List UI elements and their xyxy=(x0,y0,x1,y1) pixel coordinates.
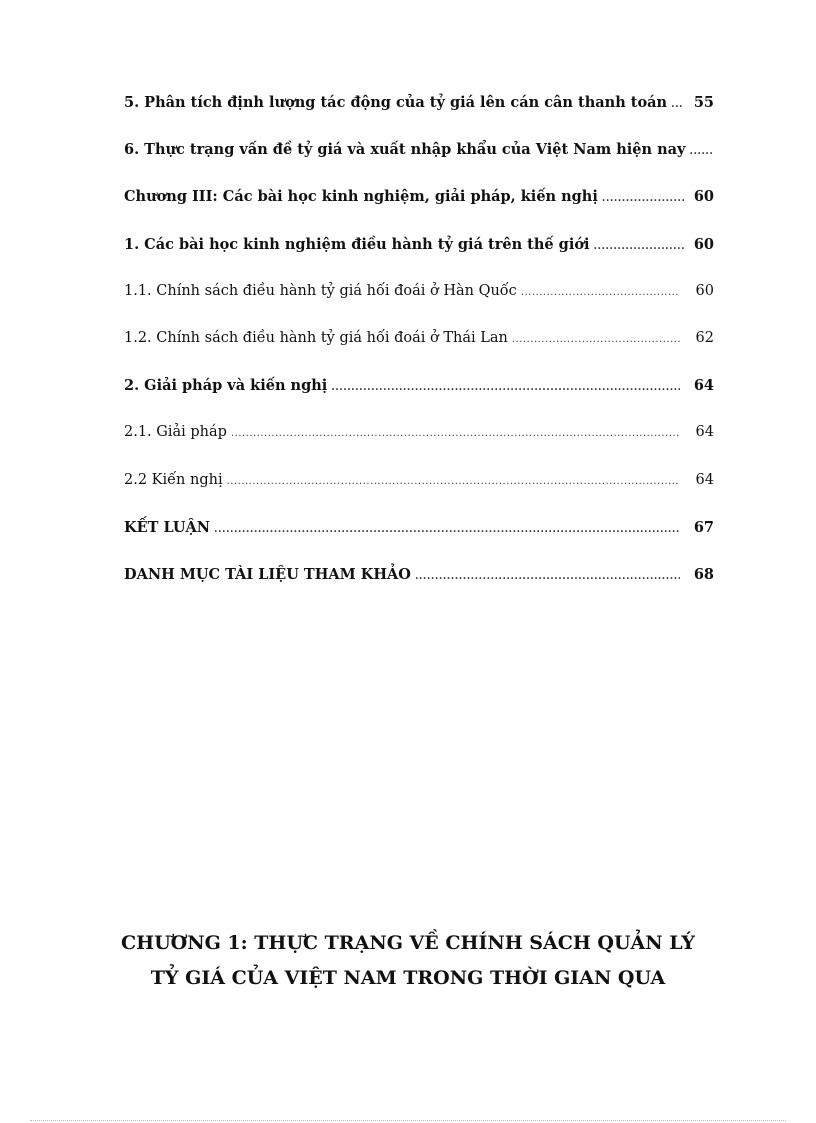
toc-entry-label: 1. Các bài học kinh nghiệm điều hành tỷ giá trên thế giới xyxy=(124,235,590,253)
chapter-heading-line-2: TỶ GIÁ CỦA VIỆT NAM TRONG THỜI GIAN QUA xyxy=(150,967,666,989)
toc-entry-label: 1.2. Chính sách điều hành tỷ giá hối đoái ở Thái Lan xyxy=(124,329,508,346)
toc-entry-page: 64 xyxy=(695,424,714,441)
toc-entry-label: 2. Giải pháp và kiến nghị xyxy=(124,377,328,395)
toc-entry[interactable] xyxy=(124,330,714,377)
toc-entry-label: Chương III: Các bài học kinh nghiệm, giải pháp, kiến nghị xyxy=(124,188,598,206)
toc-entry[interactable] xyxy=(124,141,714,188)
toc-leader-dots xyxy=(598,193,684,204)
toc-entry-label: 1.1. Chính sách điều hành tỷ giá hối đoái ở Hàn Quốc xyxy=(124,282,517,299)
toc-entry-page: 64 xyxy=(695,471,714,488)
toc-entry-page: 62 xyxy=(695,329,714,346)
toc-entry-label: 2.2 Kiến nghị xyxy=(124,471,223,488)
toc-leader-dots xyxy=(517,287,680,298)
toc-leader-dots xyxy=(223,476,680,487)
chapter-heading-line-1: CHƯƠNG 1: THỰC TRẠNG VỀ CHÍNH SÁCH QUẢN LÝ xyxy=(121,932,695,954)
toc-entry-page: 60 xyxy=(693,188,714,206)
toc-entry-label: KẾT LUẬN xyxy=(124,518,211,536)
toc-leader-dots xyxy=(685,146,714,157)
toc-leader-dots xyxy=(411,571,680,582)
toc-leader-dots xyxy=(210,524,680,535)
toc-entry[interactable] xyxy=(124,377,714,424)
toc-leader-dots xyxy=(590,241,684,252)
toc-entry[interactable] xyxy=(124,519,714,566)
toc-entry[interactable] xyxy=(124,188,714,235)
toc-leader-dots xyxy=(227,428,680,439)
toc-entry-page: 60 xyxy=(693,235,714,253)
toc-leader-dots xyxy=(667,99,684,110)
toc-entry-page: 68 xyxy=(693,565,714,583)
toc-entry[interactable] xyxy=(124,566,714,613)
toc-entry-label: 2.1. Giải pháp xyxy=(124,424,227,441)
toc-entry-page: 67 xyxy=(693,518,714,536)
toc-entry[interactable] xyxy=(124,94,714,141)
chapter-heading xyxy=(0,926,816,996)
toc-entry-page: 60 xyxy=(695,282,714,299)
toc-entry-label: 5. Phân tích định lượng tác động của tỷ giá lên cán cân thanh toán xyxy=(124,94,668,111)
page-bottom-divider xyxy=(30,1120,786,1121)
table-of-contents xyxy=(124,94,714,613)
toc-entry[interactable] xyxy=(124,283,714,330)
toc-entry[interactable] xyxy=(124,472,714,519)
toc-entry-label: 6. Thực trạng vấn đề tỷ giá và xuất nhập khẩu của Việt Nam hiện nay xyxy=(124,141,686,159)
toc-entry[interactable] xyxy=(124,236,714,283)
toc-entry-label: DANH MỤC TÀI LIỆU THAM KHẢO xyxy=(124,565,411,583)
toc-entry[interactable] xyxy=(124,424,714,471)
toc-leader-dots xyxy=(327,382,680,393)
toc-leader-dots xyxy=(508,334,680,345)
toc-entry-page: 55 xyxy=(693,94,714,111)
toc-entry-page: 64 xyxy=(693,377,714,395)
